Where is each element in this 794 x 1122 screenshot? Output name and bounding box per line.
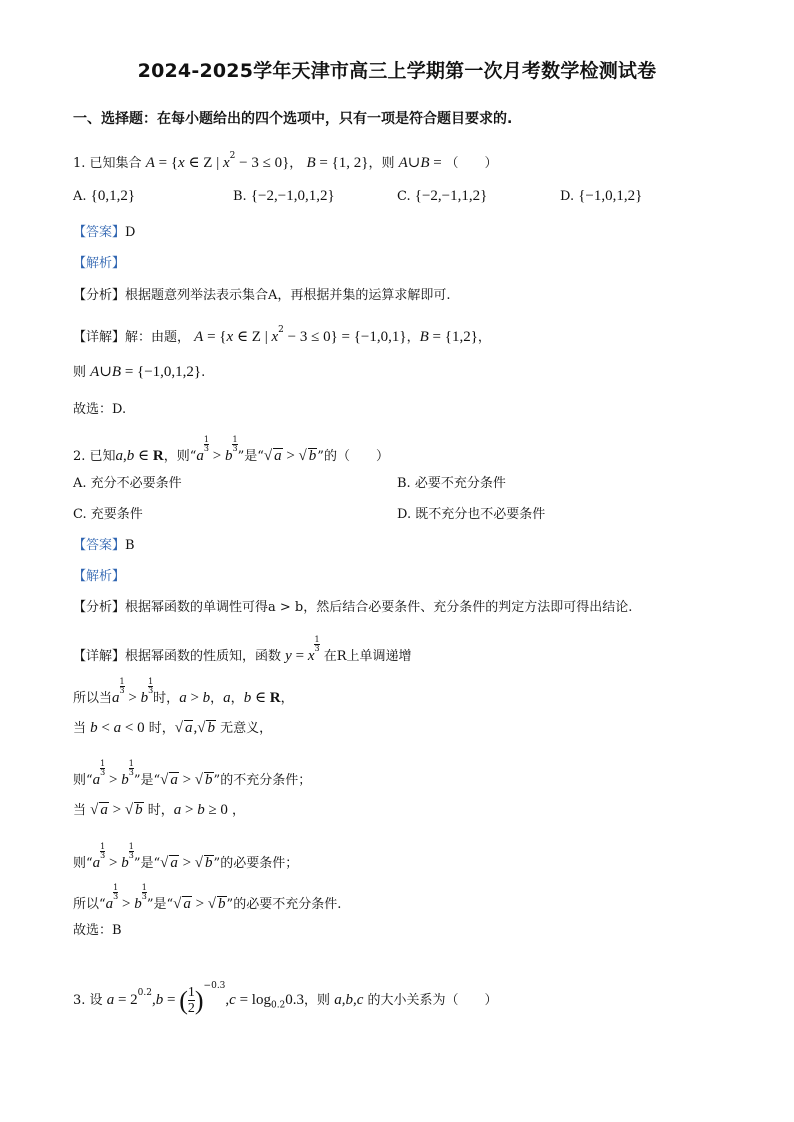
q1-option-d[interactable]: D. {−1,0,1,2} [560,188,643,204]
q2-option-b[interactable]: B. 必要不充分条件 [397,476,506,491]
q2-detail-4: 则“a $^{\frac{1}{3}}$ > b $^{\frac{1}{3}}$ ”是“√ a > √ b”的不充分条件； [73,759,312,788]
q1-choose: 故选：D. [73,402,127,417]
q1-detail-2: 则 A∪B = {−1,0,1,2}. [73,364,206,380]
question-2-stem: 2. 已知a,b ∈ R，则“a $^{\frac{1}{3}}$ > b $^{\frac{1}{3}}$ ”是“√ a > √ b”的（ ） [73,435,389,464]
q1-answer: 【答案】D [73,225,136,240]
question-3-stem: 3. 设 $a = 2^{0.2},b$ = ( $\frac{1}{2}$ )$^{-0.3},c = \log_{0.2}0.3$，则 a,b,c 的大小关系为（ ） [73,981,498,1016]
q1-set-b: B [306,155,316,171]
q2-option-a[interactable]: A. 充分不必要条件 [73,476,182,491]
q1-option-a[interactable]: A. {0,1,2} [73,188,136,204]
q2-detail-5: 当 √ a > √ b 时，a > b ≥ 0 ， [73,802,246,818]
question-1-stem: 1. 已知集合 A = {x ∈ Z | $x^2 - 3 \le 0$}， B = {1, 2}，则 A∪B = （ ） [73,151,498,171]
q1-detail: 【详解】解：由题， A = {x ∈ Z | $x^2 - 3 \le 0\} = \{-1,0,1\}$，B = {1,2}， [73,325,491,345]
q1-analysis-label: 【解析】 [73,256,126,271]
q2-detail-1: 【详解】根据幂函数的性质知，函数 y = x $^{\frac{1}{3}}$ 在R上单调递增 [73,635,412,664]
q2-choose: 故选：B [73,923,122,938]
q1-set-a: A [145,155,155,171]
q2-option-c[interactable]: C. 充要条件 [73,507,143,522]
q2-detail-2: 所以当a $^{\frac{1}{3}}$ > b $^{\frac{1}{3}}$ 时，a > b，a，b ∈ R， [73,677,294,706]
q2-detail-7: 所以“a $^{\frac{1}{3}}$ > b $^{\frac{1}{3}}$ ”是“√ a > √ b”的必要不充分条件. [73,883,342,912]
q2-answer: 【答案】B [73,538,135,553]
q2-analysis-label: 【解析】 [73,569,126,584]
q1-option-c[interactable]: C. {−2,−1,1,2} [397,188,488,204]
section-heading: 一、选择题：在每小题给出的四个选项中，只有一项是符合题目要求的. [73,111,513,127]
q1-fenxi: 【分析】根据题意列举法表示集合A，再根据并集的运算求解即可. [73,288,451,303]
page-title: 2024-2025学年天津市高三上学期第一次月考数学检测试卷 [137,60,657,82]
q1-prefix: 1. 已知集合 [73,156,142,171]
q2-fenxi: 【分析】根据幂函数的单调性可得a > b，然后结合必要条件、充分条件的判定方法即可得出结论. [73,600,633,615]
q2-detail-6: 则“a $^{\frac{1}{3}}$ > b $^{\frac{1}{3}}$ ”是“√ a > √ b”的必要条件； [73,842,299,871]
q2-detail-3: 当 b < a < 0 时，√ a,√ b 无意义， [73,720,273,736]
q1-option-b[interactable]: B. {−2,−1,0,1,2} [233,188,335,204]
q2-option-d[interactable]: D. 既不充分也不必要条件 [397,507,546,522]
